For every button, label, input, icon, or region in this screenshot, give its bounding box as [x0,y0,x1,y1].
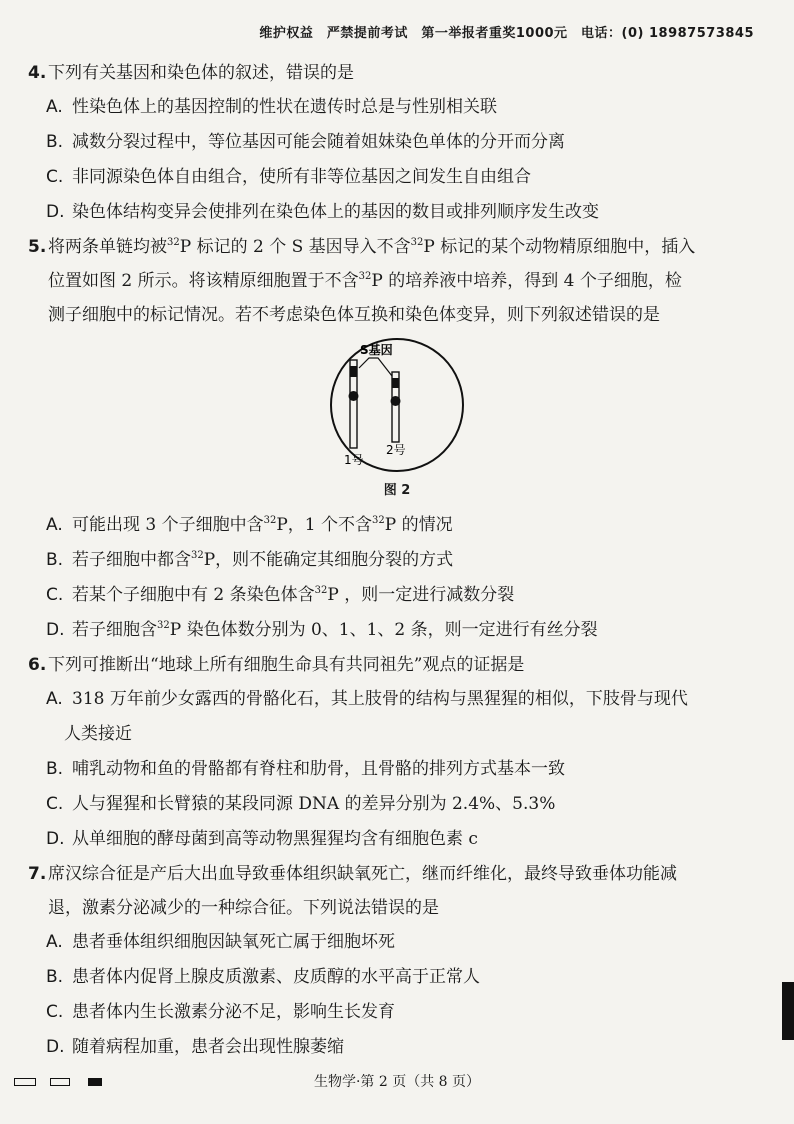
centromere-2 [391,396,401,406]
question-stem: 下列可推断出“地球上所有细胞生命具有共同祖先”观点的证据是 [48,655,525,675]
option-d[interactable]: D. 染色体结构变异会使排列在染色体上的基因的数目或排列顺序发生改变 [46,202,599,222]
figure-2-chromosomes [0,332,794,474]
chromosome-2-label: 2号 [386,443,406,457]
option-b[interactable]: B. 若子细胞中都含$^{32}$P，则不能确定其细胞分裂的方式 [46,550,454,570]
page-header: 维护权益 严禁提前考试 第一举报者重奖1000元 电话：(0) 18987573845 [259,26,754,41]
centromere-1 [349,391,359,401]
edge-scan-mark [782,982,794,1040]
exam-content [0,56,794,1065]
question-number: 4. [28,63,47,83]
option-a[interactable]: A. 可能出现 3 个子细胞中含$^{32}$P，1 个不含$^{32}$P 的情况 [46,515,453,535]
option-c[interactable]: C. 人与猩猩和长臂猿的某段同源 DNA 的差异分别为 2.4%、5.3% [46,794,556,814]
question-number: 6. [28,655,47,675]
chromosome-1-label: 1号 [344,453,364,467]
option-b[interactable]: B. 患者体内促肾上腺皮质激素、皮质醇的水平高于正常人 [46,967,480,987]
cell-diagram [312,336,482,474]
question-5: 5. 将两条单链均被$^{32}$P 标记的 2 个 S 基因导入不含$^{32}$P 标记的某个动物精原细胞中，插入 位置如图 2 所示。将该精原细胞置于不含$^{32}$P 的培养液中培养，得到 4 个子细胞，检 测子细胞中的标记情况。若不考虑染色体互换和染色体变异，则下列叙述错误的是 [0,230,794,332]
option-c[interactable]: C. 若某个子细胞中有 2 条染色体含$^{32}$P ，则一定进行减数分裂 [46,585,515,605]
option-a-continued: 人类接近 [64,724,132,744]
option-a[interactable]: A. 患者垂体组织细胞因缺氧死亡属于细胞坏死 [46,932,395,952]
option-d[interactable]: D. 若子细胞含$^{32}$P 染色体数分别为 0、1、1、2 条，则一定进行有丝分裂 [46,620,598,640]
figure-caption: 图 2 [383,483,411,498]
option-d[interactable]: D. 从单细胞的酵母菌到高等动物黑猩猩均含有细胞色素 c [46,829,478,849]
s-gene-label: S基因 [360,343,393,357]
question-6 [0,648,794,682]
option-a[interactable]: A. 318 万年前少女露西的骨骼化石，其上肢骨的结构与黑猩猩的相似，下肢骨与现代 [46,689,688,709]
option-c[interactable]: C. 患者体内生长激素分泌不足，影响生长发育 [46,1002,395,1022]
question-7: 7. 席汉综合征是产后大出血导致垂体组织缺氧死亡，继而纤维化，最终导致垂体功能减 退，激素分泌减少的一种综合征。下列说法错误的是 [0,857,794,925]
option-a[interactable]: A. 性染色体上的基因控制的性状在遗传时总是与性别相关联 [46,97,497,117]
page-number: 生物学·第 2 页（共 8 页） [313,1074,481,1090]
gene-pointer [359,358,392,376]
question-stem: 下列有关基因和染色体的叙述，错误的是 [48,63,354,83]
question-4 [0,56,794,90]
option-c[interactable]: C. 非同源染色体自由组合，使所有非等位基因之间发生自由组合 [46,167,531,187]
question-number: 5. [28,237,47,257]
option-d[interactable]: D. 随着病程加重，患者会出现性腺萎缩 [46,1037,344,1057]
question-number: 7. [28,864,47,884]
s-gene-band-1 [350,366,357,377]
option-b[interactable]: B. 哺乳动物和鱼的骨骼都有脊柱和肋骨，且骨骼的排列方式基本一致 [46,759,565,779]
option-b[interactable]: B. 减数分裂过程中，等位基因可能会随着姐妹染色单体的分开而分离 [46,132,565,152]
s-gene-band-2 [392,378,399,388]
page-footer [0,1070,794,1094]
